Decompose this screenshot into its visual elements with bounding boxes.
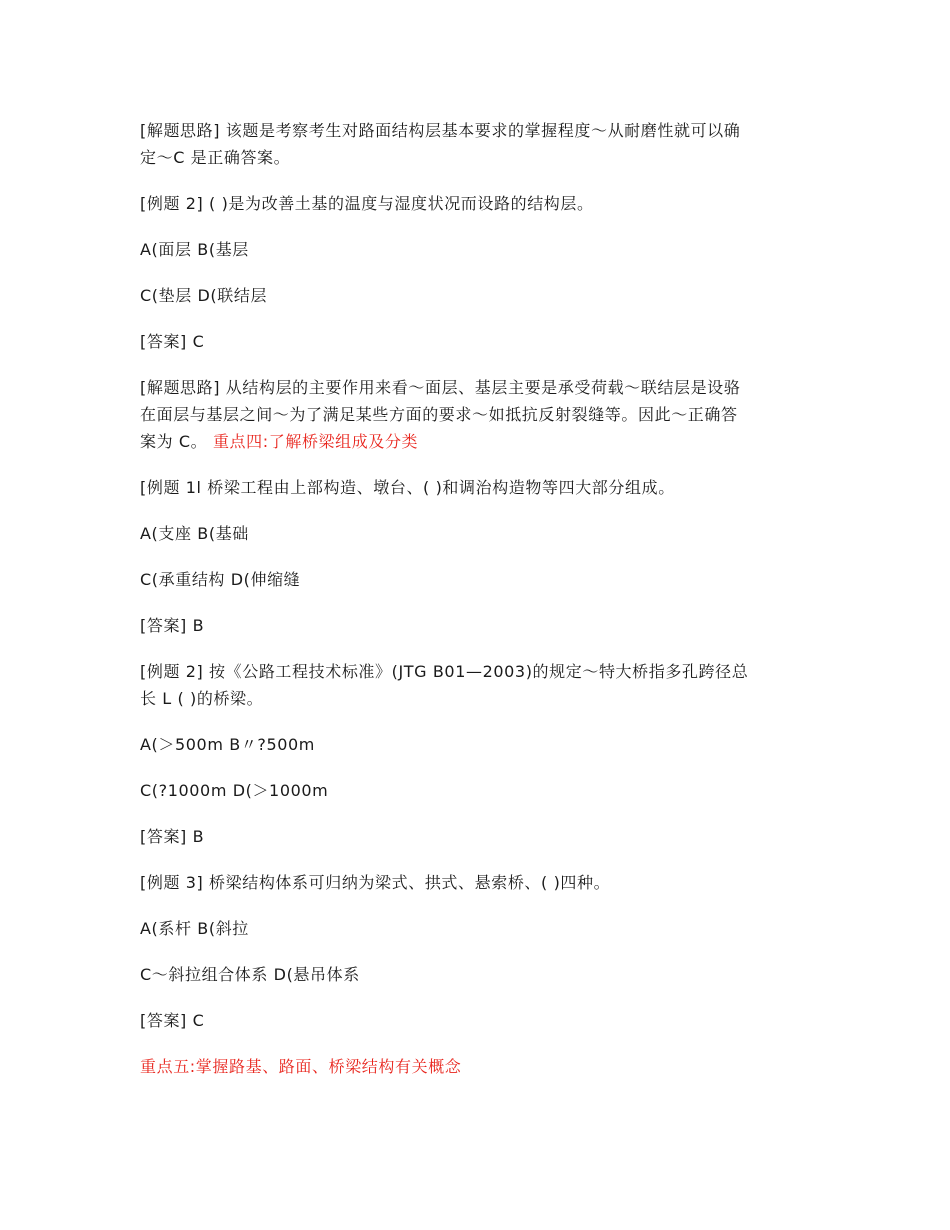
solution-idea-paragraph-2 — [140, 374, 820, 455]
line: [解题思路] 从结构层的主要作用来看～面层、基层主要是承受荷载～联结层是设骆 — [140, 378, 741, 397]
answer-line: [答案] C — [140, 332, 205, 351]
document-page — [140, 117, 820, 1080]
line: [解题思路] 该题是考察考生对路面结构层基本要求的掌握程度～从耐磨性就可以确 — [140, 121, 741, 140]
option-line: A(支座 B(基础 — [140, 524, 249, 543]
option-line: C(承重结构 D(伸缩缝 — [140, 570, 301, 589]
option-line: A(＞500m B〃?500m — [140, 735, 315, 754]
section-heading-4: 重点四:了解桥梁组成及分类 — [212, 432, 419, 451]
line: [例题 2] 按《公路工程技术标准》(JTG B01—2003)的规定～特大桥指多孔跨径总 — [140, 662, 749, 681]
line: 案为 C。 — [140, 432, 213, 451]
example-question: [例题 1l 桥梁工程由上部构造、墩台、( )和调治构造物等四大部分组成。 — [140, 478, 675, 497]
line: 长 L ( )的桥梁。 — [140, 689, 264, 708]
answer-line: [答案] B — [140, 827, 205, 846]
section-heading-5: 重点五:掌握路基、路面、桥梁结构有关概念 — [140, 1057, 462, 1076]
example-question — [140, 658, 820, 712]
answer-line: [答案] B — [140, 616, 205, 635]
line: 定～C 是正确答案。 — [140, 148, 291, 167]
example-question: [例题 3] 桥梁结构体系可归纳为梁式、拱式、悬索桥、( )四种。 — [140, 873, 611, 892]
option-line: C(?1000m D(＞1000m — [140, 781, 329, 800]
example-question: [例题 2] ( )是为改善土基的温度与湿度状况而设路的结构层。 — [140, 194, 594, 213]
line: 在面层与基层之间～为了满足某些方面的要求～如抵抗反射裂缝等。因此～正确答 — [140, 405, 738, 424]
option-line: A(面层 B(基层 — [140, 240, 249, 259]
option-line: A(系杆 B(斜拉 — [140, 919, 249, 938]
answer-line: [答案] C — [140, 1011, 205, 1030]
option-line: C～斜拉组合体系 D(悬吊体系 — [140, 965, 360, 984]
option-line: C(垫层 D(联结层 — [140, 286, 268, 305]
solution-idea-paragraph-1 — [140, 117, 820, 171]
